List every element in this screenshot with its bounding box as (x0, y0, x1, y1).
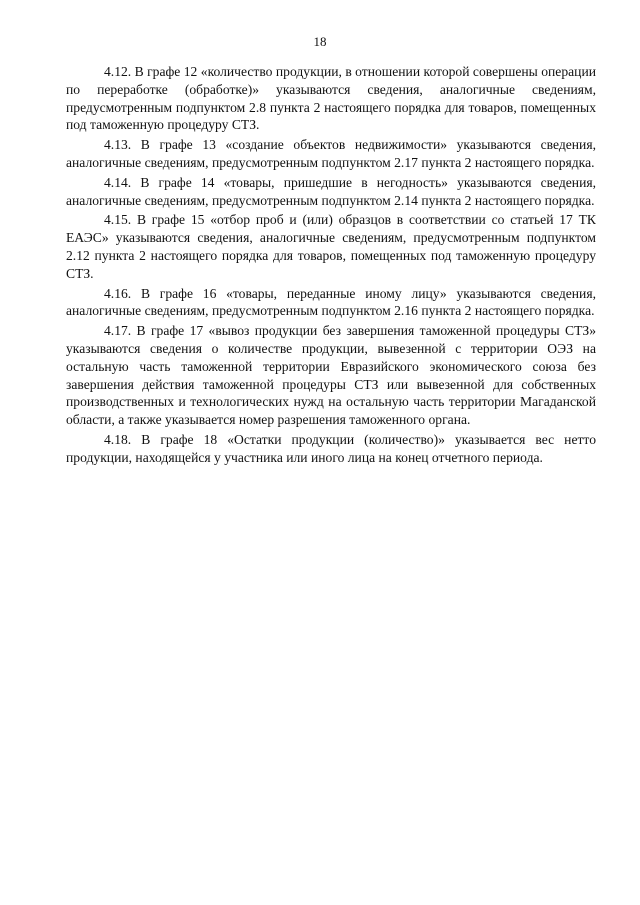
paragraph-4-12: 4.12. В графе 12 «количество продукции, в отношении которой совершены операции по переработке (обработке)» указываются сведения, аналогичные сведениям, предусмотренным подпунктом 2.8 пункта 2 настоящего порядка для товаров, помещенных под таможенную процедуру СТЗ. (66, 64, 596, 133)
paragraph-4-18: 4.18. В графе 18 «Остатки продукции (количество)» указывается вес нетто продукции, находящейся у участника или иного лица на конец отчетного периода. (66, 431, 596, 465)
paragraph-4-16: 4.16. В графе 16 «товары, переданные иному лицу» указываются сведения, аналогичные сведениям, предусмотренным подпунктом 2.16 пункта 2 настоящего порядка. (66, 285, 596, 319)
document-body (66, 63, 596, 467)
paragraph-4-13: 4.13. В графе 13 «создание объектов недвижимости» указываются сведения, аналогичные сведениям, предусмотренным подпунктом 2.17 пункта 2 настоящего порядка. (66, 137, 596, 170)
paragraph-4-17: 4.17. В графе 17 «вывоз продукции без завершения таможенной процедуры СТЗ» указываются сведения о количестве продукции, вывезенной с территории ОЭЗ на остальную часть таможенной территории Евразийского экономического союза без завершения действия таможенной процедуры СТЗ или вывезенной для собственных производственных и технологических нужд на остальную часть территории Магаданской области, а также указывается номер разрешения таможенного органа. (66, 323, 596, 428)
page-number: 18 (313, 34, 327, 49)
paragraph-4-15: 4.15. В графе 15 «отбор проб и (или) образцов в соответствии со статьей 17 ТК ЕАЭС» указываются сведения, аналогичные сведениям, предусмотренным подпунктом 2.12 пункта 2 настоящего порядка для товаров, помещенных под таможенную процедуру СТЗ. (66, 212, 596, 281)
paragraph-4-14: 4.14. В графе 14 «товары, пришедшие в негодность» указываются сведения, аналогичные сведениям, предусмотренным подпунктом 2.14 пункта 2 настоящего порядка. (66, 174, 596, 208)
